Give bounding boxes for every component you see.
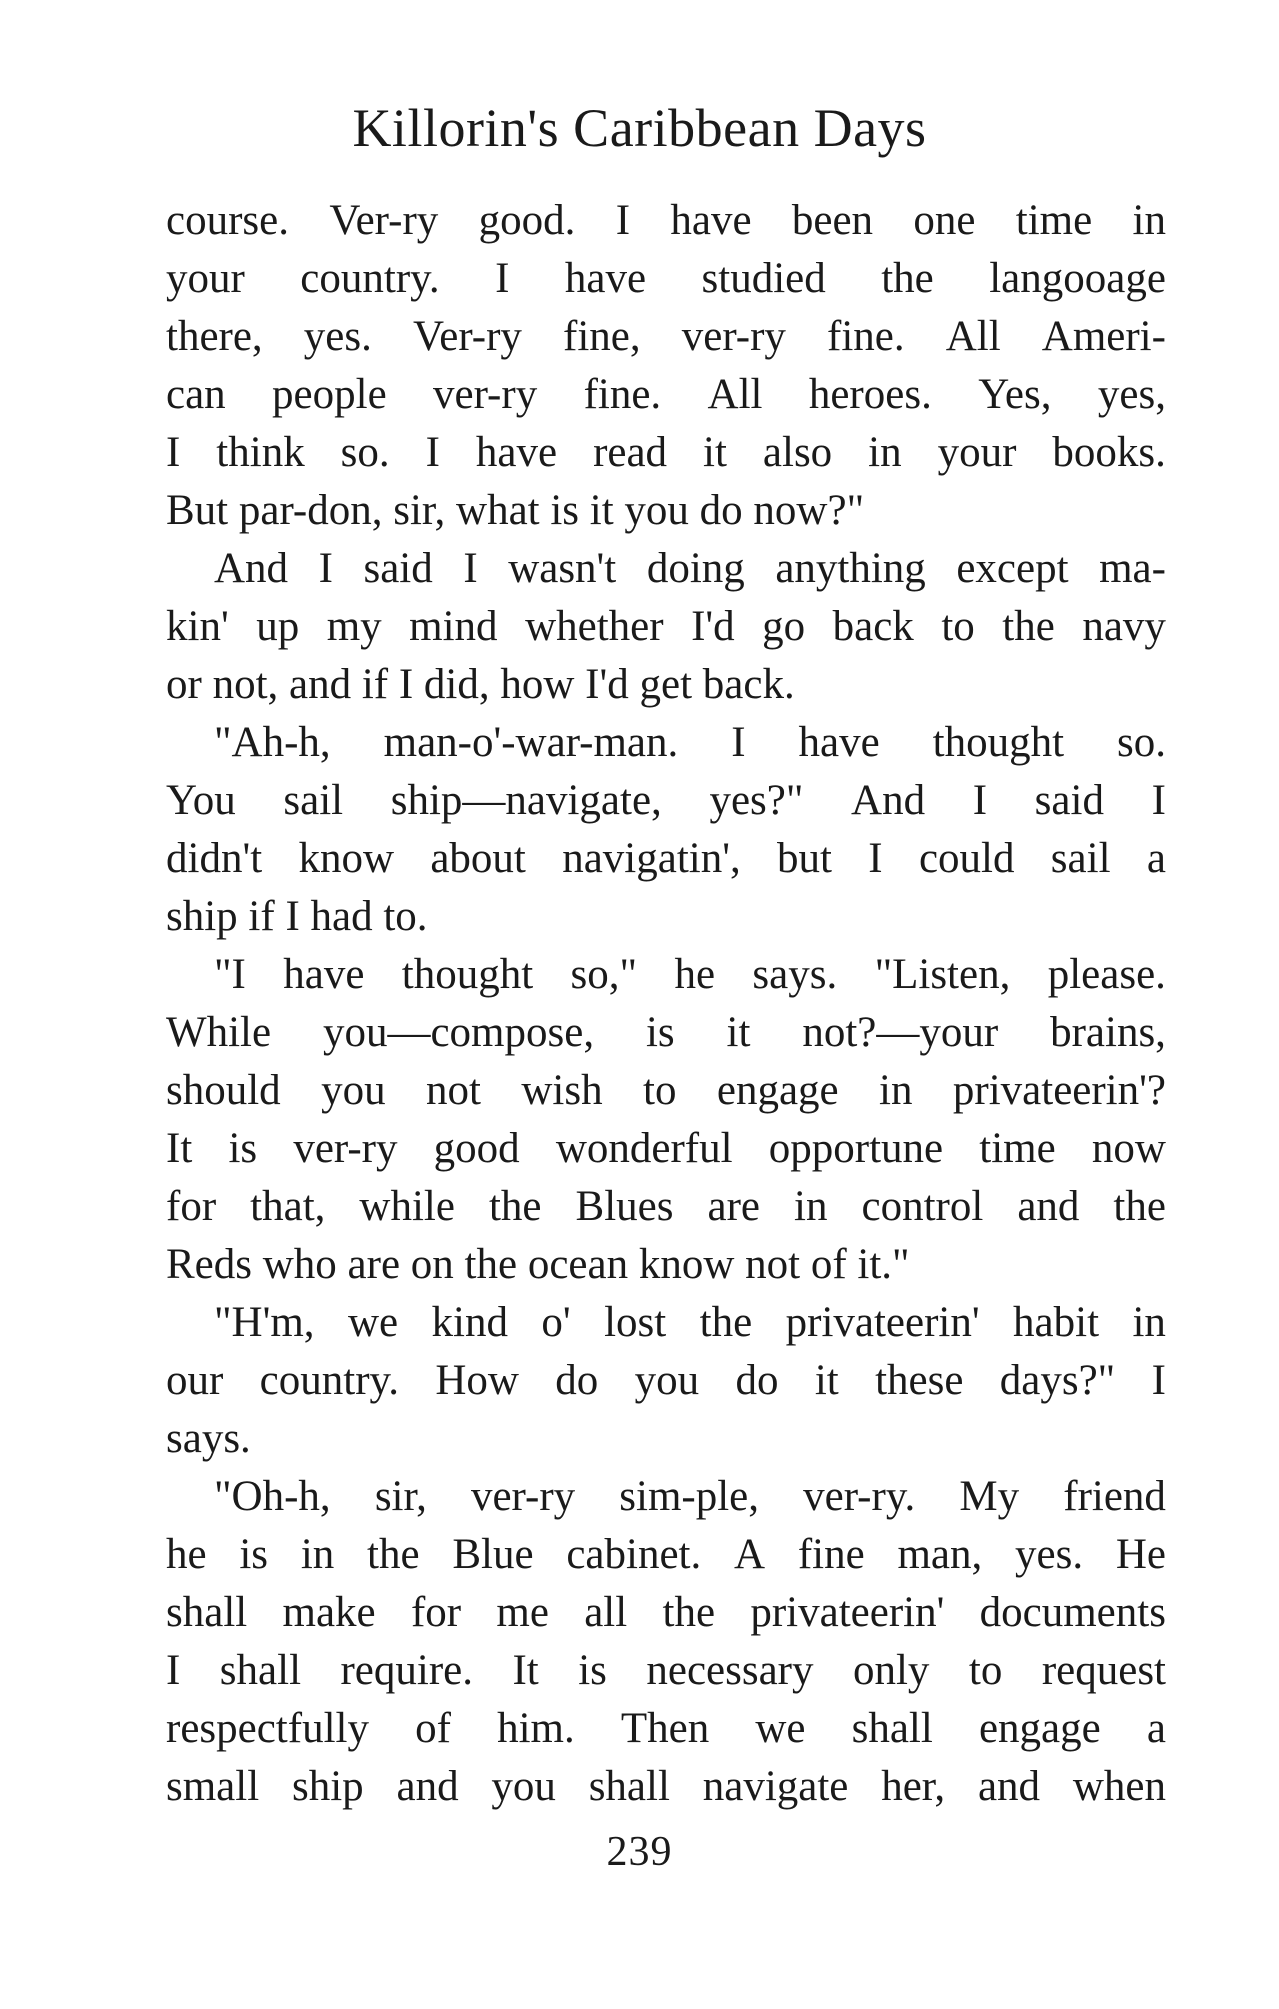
- text-line: [166, 1062, 1166, 1120]
- word: in: [1132, 197, 1166, 244]
- text-line: [166, 1700, 1166, 1758]
- word: days?": [999, 1357, 1116, 1404]
- word: documents: [979, 1589, 1166, 1636]
- word: langooage: [989, 255, 1166, 302]
- text-line: [166, 598, 1166, 656]
- word: navy: [1082, 603, 1166, 650]
- word: While: [166, 1009, 272, 1056]
- word: the: [1002, 603, 1055, 650]
- text-line: says.: [166, 1415, 251, 1462]
- body-text: [166, 192, 1166, 1816]
- word: said: [1034, 777, 1104, 824]
- word: privateerin'?: [952, 1067, 1166, 1114]
- word: I: [868, 835, 883, 882]
- word: country.: [300, 255, 440, 302]
- word: to: [643, 1067, 677, 1114]
- word: control: [861, 1183, 984, 1230]
- word: How: [435, 1357, 519, 1404]
- word: And: [214, 545, 289, 592]
- word: ship: [291, 1763, 364, 1810]
- word: kin': [166, 603, 229, 650]
- word: ver-ry: [293, 1125, 398, 1172]
- word: are: [707, 1183, 760, 1230]
- word: course.: [166, 197, 289, 244]
- word: read: [593, 429, 668, 476]
- word: have: [670, 197, 752, 244]
- text-line: [166, 946, 1166, 1004]
- word: ver-ry: [470, 1473, 576, 1520]
- word: "Listen,: [874, 951, 1011, 998]
- word: good.: [478, 197, 576, 244]
- word: thought: [401, 951, 534, 998]
- word: kind: [431, 1299, 508, 1346]
- word: it: [814, 1357, 839, 1404]
- word: shall: [219, 1647, 302, 1694]
- word: her,: [881, 1763, 946, 1810]
- word: my: [326, 603, 382, 650]
- word: country.: [259, 1357, 399, 1404]
- text-line: [166, 424, 1166, 482]
- text-line: [166, 1584, 1166, 1642]
- word: I: [731, 719, 746, 766]
- word: so.: [1116, 719, 1166, 766]
- word: he: [674, 951, 716, 998]
- word: that,: [250, 1183, 326, 1230]
- text-line: [166, 1120, 1166, 1178]
- word: shall: [166, 1589, 248, 1636]
- text-line: [166, 192, 1166, 250]
- word: do: [555, 1357, 599, 1404]
- word: ma-: [1099, 545, 1166, 592]
- word: navigatin',: [562, 835, 741, 882]
- word: except: [956, 545, 1069, 592]
- text-line: [166, 1526, 1166, 1584]
- word: habit: [1013, 1299, 1100, 1346]
- word: He: [1115, 1531, 1166, 1578]
- word: ver-ry: [681, 313, 786, 360]
- word: you: [321, 1067, 386, 1114]
- word: and: [1017, 1183, 1080, 1230]
- word: while: [359, 1183, 455, 1230]
- word: time: [1015, 197, 1093, 244]
- word: is: [645, 1009, 675, 1056]
- text-line: [166, 1758, 1166, 1816]
- word: sail: [283, 777, 344, 824]
- word: I: [463, 545, 478, 592]
- text-line: [166, 308, 1166, 366]
- word: one: [913, 197, 976, 244]
- word: books.: [1052, 429, 1166, 476]
- word: thought: [932, 719, 1065, 766]
- word: for: [166, 1183, 217, 1230]
- word: shall: [588, 1763, 670, 1810]
- word: do: [735, 1357, 779, 1404]
- word: not: [426, 1067, 481, 1114]
- word: these: [875, 1357, 964, 1404]
- word: privateerin': [785, 1299, 980, 1346]
- word: to: [968, 1647, 1003, 1694]
- word: yes,: [1097, 371, 1166, 418]
- word: now: [1091, 1125, 1166, 1172]
- word: of: [415, 1705, 451, 1752]
- word: I: [1151, 1357, 1166, 1404]
- word: It: [512, 1647, 539, 1694]
- word: me: [496, 1589, 549, 1636]
- word: lost: [604, 1299, 667, 1346]
- word: shall: [851, 1705, 933, 1752]
- word: whether: [525, 603, 664, 650]
- word: the: [662, 1589, 716, 1636]
- word: Blues: [575, 1183, 674, 1230]
- word: have: [283, 951, 365, 998]
- word: request: [1041, 1647, 1166, 1694]
- word: Ver-ry: [329, 197, 439, 244]
- word: And: [851, 777, 926, 824]
- text-line: [166, 1004, 1166, 1062]
- word: engage: [716, 1067, 839, 1114]
- word: the: [699, 1299, 753, 1346]
- word: up: [256, 603, 300, 650]
- text-line: [166, 830, 1166, 888]
- word: wasn't: [508, 545, 617, 592]
- text-line: ship if I had to.: [166, 893, 428, 940]
- word: should: [166, 1067, 281, 1114]
- word: only: [852, 1647, 930, 1694]
- word: navigate: [702, 1763, 849, 1810]
- word: is: [228, 1125, 258, 1172]
- word: your: [166, 255, 245, 302]
- page-number: 239: [606, 1829, 673, 1875]
- text-line: [166, 1642, 1166, 1700]
- word: privateerin': [750, 1589, 945, 1636]
- word: fine: [797, 1531, 865, 1578]
- word: have: [798, 719, 880, 766]
- word: in: [868, 429, 902, 476]
- word: the: [881, 255, 934, 302]
- word: respectfully: [166, 1705, 369, 1752]
- word: "Oh-h,: [214, 1473, 331, 1520]
- word: opportune: [768, 1125, 944, 1172]
- word: require.: [340, 1647, 473, 1694]
- word: Yes,: [978, 371, 1052, 418]
- word: I: [615, 197, 631, 244]
- word: fine,: [563, 313, 641, 360]
- word: Blue: [452, 1531, 534, 1578]
- word: and: [396, 1763, 459, 1810]
- word: heroes.: [808, 371, 932, 418]
- word: been: [791, 197, 874, 244]
- text-line: [166, 250, 1166, 308]
- word: wish: [521, 1067, 603, 1114]
- word: said: [363, 545, 433, 592]
- word: I: [318, 545, 333, 592]
- word: for: [410, 1589, 462, 1636]
- word: necessary: [646, 1647, 814, 1694]
- word: Ameri-: [1041, 313, 1166, 360]
- word: I: [166, 1647, 181, 1694]
- word: doing: [646, 545, 745, 592]
- word: yes?": [709, 777, 804, 824]
- word: ver-ry.: [803, 1473, 916, 1520]
- word: about: [430, 835, 526, 882]
- word: please.: [1047, 951, 1166, 998]
- word: small: [166, 1763, 260, 1810]
- word: All: [707, 371, 763, 418]
- word: anything: [775, 545, 926, 592]
- word: the: [367, 1531, 420, 1578]
- word: I'd: [691, 603, 735, 650]
- word: but: [777, 835, 832, 882]
- word: is: [578, 1647, 607, 1694]
- word: our: [166, 1357, 224, 1404]
- word: sir,: [374, 1473, 427, 1520]
- word: a: [1146, 835, 1166, 882]
- word: My: [959, 1473, 1020, 1520]
- word: back: [832, 603, 914, 650]
- word: when: [1072, 1763, 1166, 1810]
- word: in: [879, 1067, 913, 1114]
- word: go: [762, 603, 806, 650]
- word: good: [433, 1125, 520, 1172]
- word: he: [166, 1531, 207, 1578]
- word: engage: [978, 1705, 1101, 1752]
- word: in: [300, 1531, 335, 1578]
- word: Ver-ry: [412, 313, 522, 360]
- word: fine.: [583, 371, 662, 418]
- word: says.: [752, 951, 838, 998]
- word: we: [755, 1705, 806, 1752]
- word: have: [475, 429, 558, 476]
- word: the: [1113, 1183, 1166, 1230]
- word: fine.: [827, 313, 905, 360]
- word: I: [495, 255, 510, 302]
- word: man,: [897, 1531, 983, 1578]
- word: make: [282, 1589, 376, 1636]
- word: studied: [701, 255, 826, 302]
- text-line: [166, 366, 1166, 424]
- word: also: [762, 429, 833, 476]
- word: so.: [340, 429, 390, 476]
- word: there,: [166, 313, 263, 360]
- word: we: [347, 1299, 399, 1346]
- text-line: But par-don, sir, what is it you do now?": [166, 487, 865, 534]
- word: o': [541, 1299, 571, 1346]
- word: sim-ple,: [619, 1473, 760, 1520]
- word: it: [703, 429, 727, 476]
- text-line: [166, 772, 1166, 830]
- word: cabinet.: [566, 1531, 702, 1578]
- word: think: [216, 429, 305, 476]
- word: I: [166, 429, 181, 476]
- word: I: [1151, 777, 1166, 824]
- word: time: [979, 1125, 1056, 1172]
- word: "H'm,: [214, 1299, 315, 1346]
- word: in: [794, 1183, 828, 1230]
- word: ship—navigate,: [390, 777, 662, 824]
- text-line: [166, 1294, 1166, 1352]
- text-line: [166, 714, 1166, 772]
- word: mind: [409, 603, 498, 650]
- text-line: [166, 1468, 1166, 1526]
- word: It: [166, 1125, 193, 1172]
- word: you: [634, 1357, 700, 1404]
- running-head: Killorin's Caribbean Days: [352, 98, 927, 158]
- word: the: [488, 1183, 542, 1230]
- word: brains,: [1050, 1009, 1166, 1056]
- word: A: [734, 1531, 766, 1578]
- word: him.: [497, 1705, 575, 1752]
- word: didn't: [166, 835, 263, 882]
- word: could: [918, 835, 1015, 882]
- text-line: [166, 1178, 1166, 1236]
- word: "Ah-h,: [214, 719, 331, 766]
- word: ver-ry: [433, 371, 538, 418]
- word: and: [977, 1763, 1041, 1810]
- word: to: [941, 603, 975, 650]
- text-line: or not, and if I did, how I'd get back.: [166, 661, 795, 708]
- word: have: [564, 255, 647, 302]
- text-line: Reds who are on the ocean know not of it.": [166, 1241, 910, 1288]
- word: I: [972, 777, 988, 824]
- word: All: [945, 313, 1001, 360]
- word: know: [298, 835, 395, 882]
- text-line: [166, 1352, 1166, 1410]
- word: in: [1132, 1299, 1166, 1346]
- word: Then: [620, 1705, 710, 1752]
- word: people: [272, 371, 387, 418]
- word: "I: [214, 951, 246, 998]
- word: all: [584, 1589, 628, 1636]
- word: friend: [1063, 1473, 1166, 1520]
- word: is: [239, 1531, 269, 1578]
- word: yes.: [303, 313, 372, 360]
- word: so,": [570, 951, 638, 998]
- word: a: [1146, 1705, 1166, 1752]
- text-line: [166, 540, 1166, 598]
- word: you—compose,: [322, 1009, 595, 1056]
- word: man-o'-war-man.: [383, 719, 679, 766]
- word: it: [726, 1009, 751, 1056]
- word: wonderful: [555, 1125, 733, 1172]
- word: sail: [1050, 835, 1111, 882]
- word: You: [166, 777, 236, 824]
- word: your: [937, 429, 1017, 476]
- word: can: [166, 371, 226, 418]
- word: I: [425, 429, 440, 476]
- word: not?—your: [802, 1009, 999, 1056]
- word: you: [491, 1763, 556, 1810]
- word: yes.: [1015, 1531, 1084, 1578]
